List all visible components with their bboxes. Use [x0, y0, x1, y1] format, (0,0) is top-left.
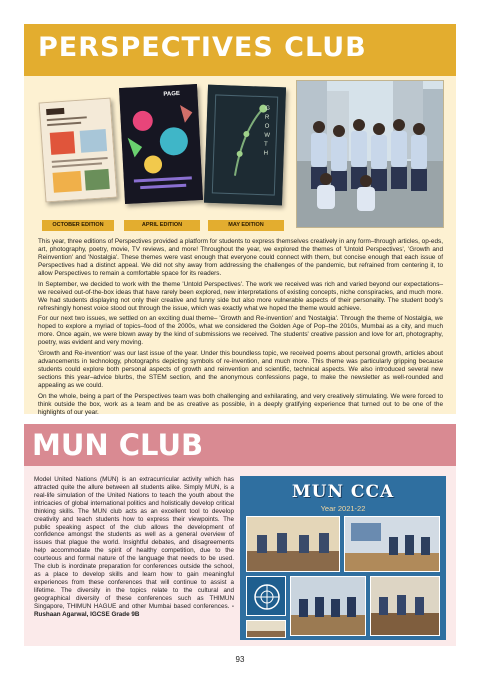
perspectives-paragraph: 'Growth and Re-invention' was our last issue of the year. Under this boundless topic, we received poems about personal growth, articles about advancements in technology, photographs depicting symbols of re-invention, and much more. This theme was particularly gripping because students could explore both personal aspects of growth and reinvention and scientific, technical aspects. We also introduced several new sections this year–advice blurbs, the STEM section, and the anonymous confessions page, to make the newsletter as well-rounded and appealing as we could.	[38, 350, 443, 389]
mun-photo-4	[370, 576, 440, 636]
april-cover-art	[119, 84, 203, 204]
team-photo-image	[297, 81, 444, 228]
mun-title-banner	[24, 424, 456, 466]
april-edition-label: APRIL EDITION	[124, 220, 200, 231]
mun-photo-2	[344, 516, 440, 572]
edition-labels	[38, 220, 290, 232]
mun-body-text: Model United Nations (MUN) is an extracurricular activity which has attracted quite the allure between all students alike. Simply MUN, is a real-life simulation of the United Nations to teach the youth about the intricacies of global international politics and holistically develop critical thinking skills. The MUN club acts as an excellent tool to develop creativity and teach students how to express their viewpoints. The public speaking aspect of the club allows the development of confidence amongst the students as well as a general overview of issues that plague the world. Insightful debates, and disagreements help accommodate the spirit of healthy competition, due to the courteous and formal nature of the language that needs to be used. The club is inordinate preparation for conferences outside the school, as a place to develop skills and learn how to gain meaningful experiences from these conferences that will continue to assist a lifetime. The diversity in the topics relate to the cultural and geographical diversity of these conferences such as THIMUN Singapore, THIMUN HAGUE and other Mumbai based conferences.	[34, 476, 234, 610]
page-number: 93	[235, 655, 245, 664]
mun-title: MUN CLUB	[32, 428, 204, 462]
mun-author: - Rushaan Agarwal, IGCSE Grade 9B	[34, 602, 234, 618]
mun-cca-collage	[240, 476, 446, 640]
perspectives-paragraph: In September, we decided to work with the theme 'Untold Perspectives'. The work we received was rich and varied beyond our expectations–we received out-of-the-box ideas that have rarely been explored, new interpretations of existing concepts, niche conspiracies, and much more. We had students displaying not only their creative and funny side but also more vulnerable aspects of their personality. The student body's refreshingly honest voice stood out through the issue, which was exactly what we hoped the theme would achieve.	[38, 280, 443, 312]
may-edition-label: MAY EDITION	[208, 220, 284, 231]
mun-cca-year: Year 2021-22	[320, 504, 366, 513]
un-emblem-icon	[246, 576, 286, 616]
may-edition-cover	[204, 85, 286, 206]
april-cover-text: PAGE	[163, 90, 181, 98]
perspectives-title-banner	[24, 24, 456, 76]
october-edition-cover	[39, 98, 118, 203]
perspectives-body	[38, 238, 443, 420]
october-cover-art	[40, 99, 118, 203]
may-cover-art	[204, 85, 286, 206]
perspectives-team-photo	[296, 80, 444, 228]
mun-cca-title: MUN CCA	[291, 482, 395, 502]
perspectives-paragraph: This year, three editions of Perspectives provided a platform for students to express themselves creatively in any form–through articles, op-eds, art, photography, poetry, movie, TV reviews, and more! Throughout the year, we explored the themes of 'Untold Perspectives', 'Growth and Reinvention' and 'Nostalgia'. These themes were vast enough that everyone could connect with them, but concise enough that each issue of Perspectives had a distinct appeal. We did not shy away from addressing the challenges of the pandemic, but refrained from centering it, to allow Perspectives to remain a comfortable space for its readers.	[38, 238, 443, 277]
perspectives-club-section	[24, 24, 456, 414]
perspectives-paragraph: For our next two issues, we settled on an exciting dual theme– 'Growth and Re-invention' and 'Nostalgia'. Through the theme of Nostalgia, we hoped to explore a myriad of topics–food of the 2000s, what we considered the Golden Age of Pop–the 2010s, Mumbai as a city, and much more. Once again, we were blown away by the kind of submissions we received. The students' creative passion and love for art, photography, poetry, was evident and very moving.	[38, 315, 443, 347]
perspectives-paragraph: On the whole, being a part of the Perspectives team was both challenging and exhilarating, and very creatively stimulating. We were forced to think outside the box, work as a team and be as creative as possible, in a deeply gratifying experience that turned out to be one of the highlights of our year.	[38, 392, 443, 416]
october-edition-label: OCTOBER EDITION	[42, 220, 114, 231]
april-edition-cover	[119, 84, 203, 204]
mun-photo-5	[246, 620, 286, 638]
mun-body	[34, 476, 234, 619]
mun-photo-1	[246, 516, 340, 572]
perspectives-title: PERSPECTIVES CLUB	[38, 32, 367, 63]
mun-club-section	[24, 424, 456, 646]
magazine-covers	[38, 80, 290, 220]
may-cover-text: GROWTH	[263, 105, 272, 157]
mun-photo-3	[290, 576, 366, 636]
